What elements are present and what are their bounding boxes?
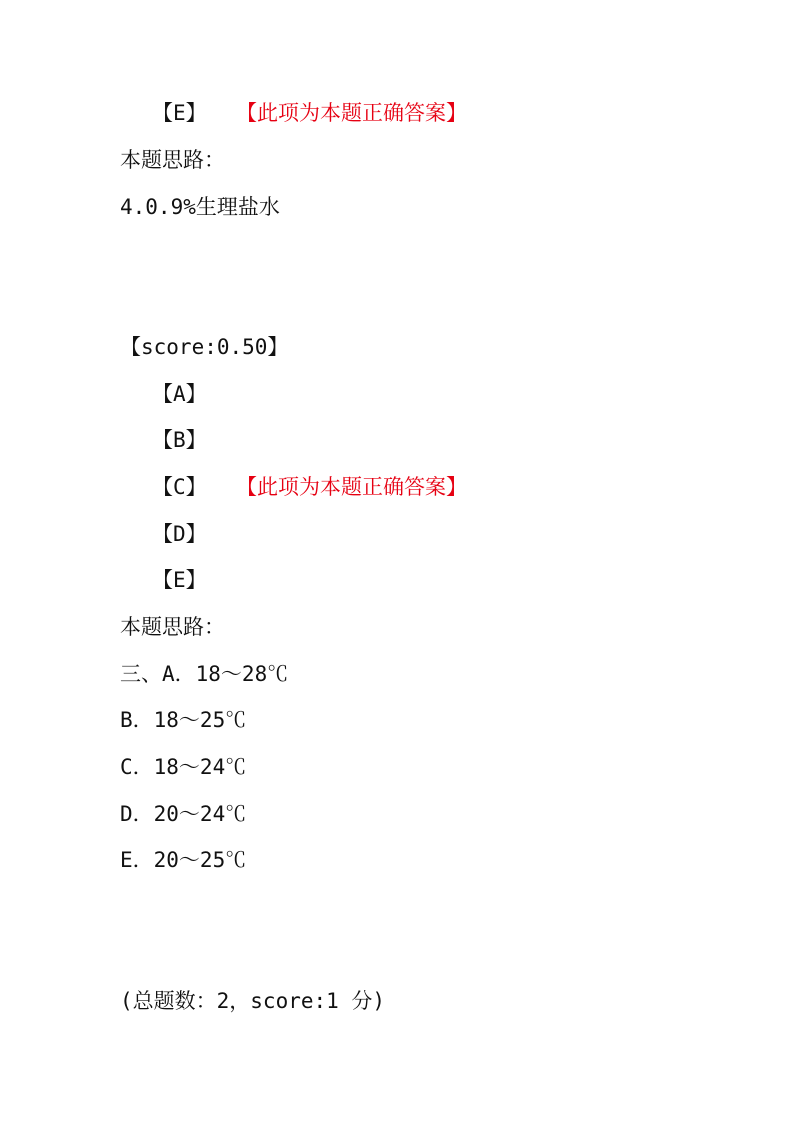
question-stem: 三、A．18～28℃	[120, 662, 289, 686]
correct-answer-text: 【此项为本题正确答案】	[236, 475, 467, 499]
summary-footer: (总题数：2，score:1 分)	[120, 989, 386, 1013]
correct-answer-marker	[236, 99, 467, 127]
reasoning-label: 本题思路：	[120, 148, 225, 172]
option-a: 【A】	[152, 382, 207, 406]
correct-answer-marker	[236, 473, 467, 501]
choice-e: E．20～25℃	[120, 848, 247, 872]
option-c: 【C】	[152, 475, 207, 499]
choice-b: B．18～25℃	[120, 708, 247, 732]
reasoning-label: 本题思路：	[120, 615, 225, 639]
option-b: 【B】	[152, 428, 207, 452]
correct-answer-text: 【此项为本题正确答案】	[236, 101, 467, 125]
score-label: 【score:0.50】	[120, 335, 289, 359]
choice-d: D．20～24℃	[120, 802, 247, 826]
option-label: 【E】	[152, 101, 207, 125]
reasoning-text: 4.0.9%生理盐水	[120, 195, 280, 219]
option-d: 【D】	[152, 522, 207, 546]
option-e: 【E】	[152, 568, 207, 592]
option-e-row	[152, 99, 207, 127]
choice-c: C．18～24℃	[120, 755, 247, 779]
